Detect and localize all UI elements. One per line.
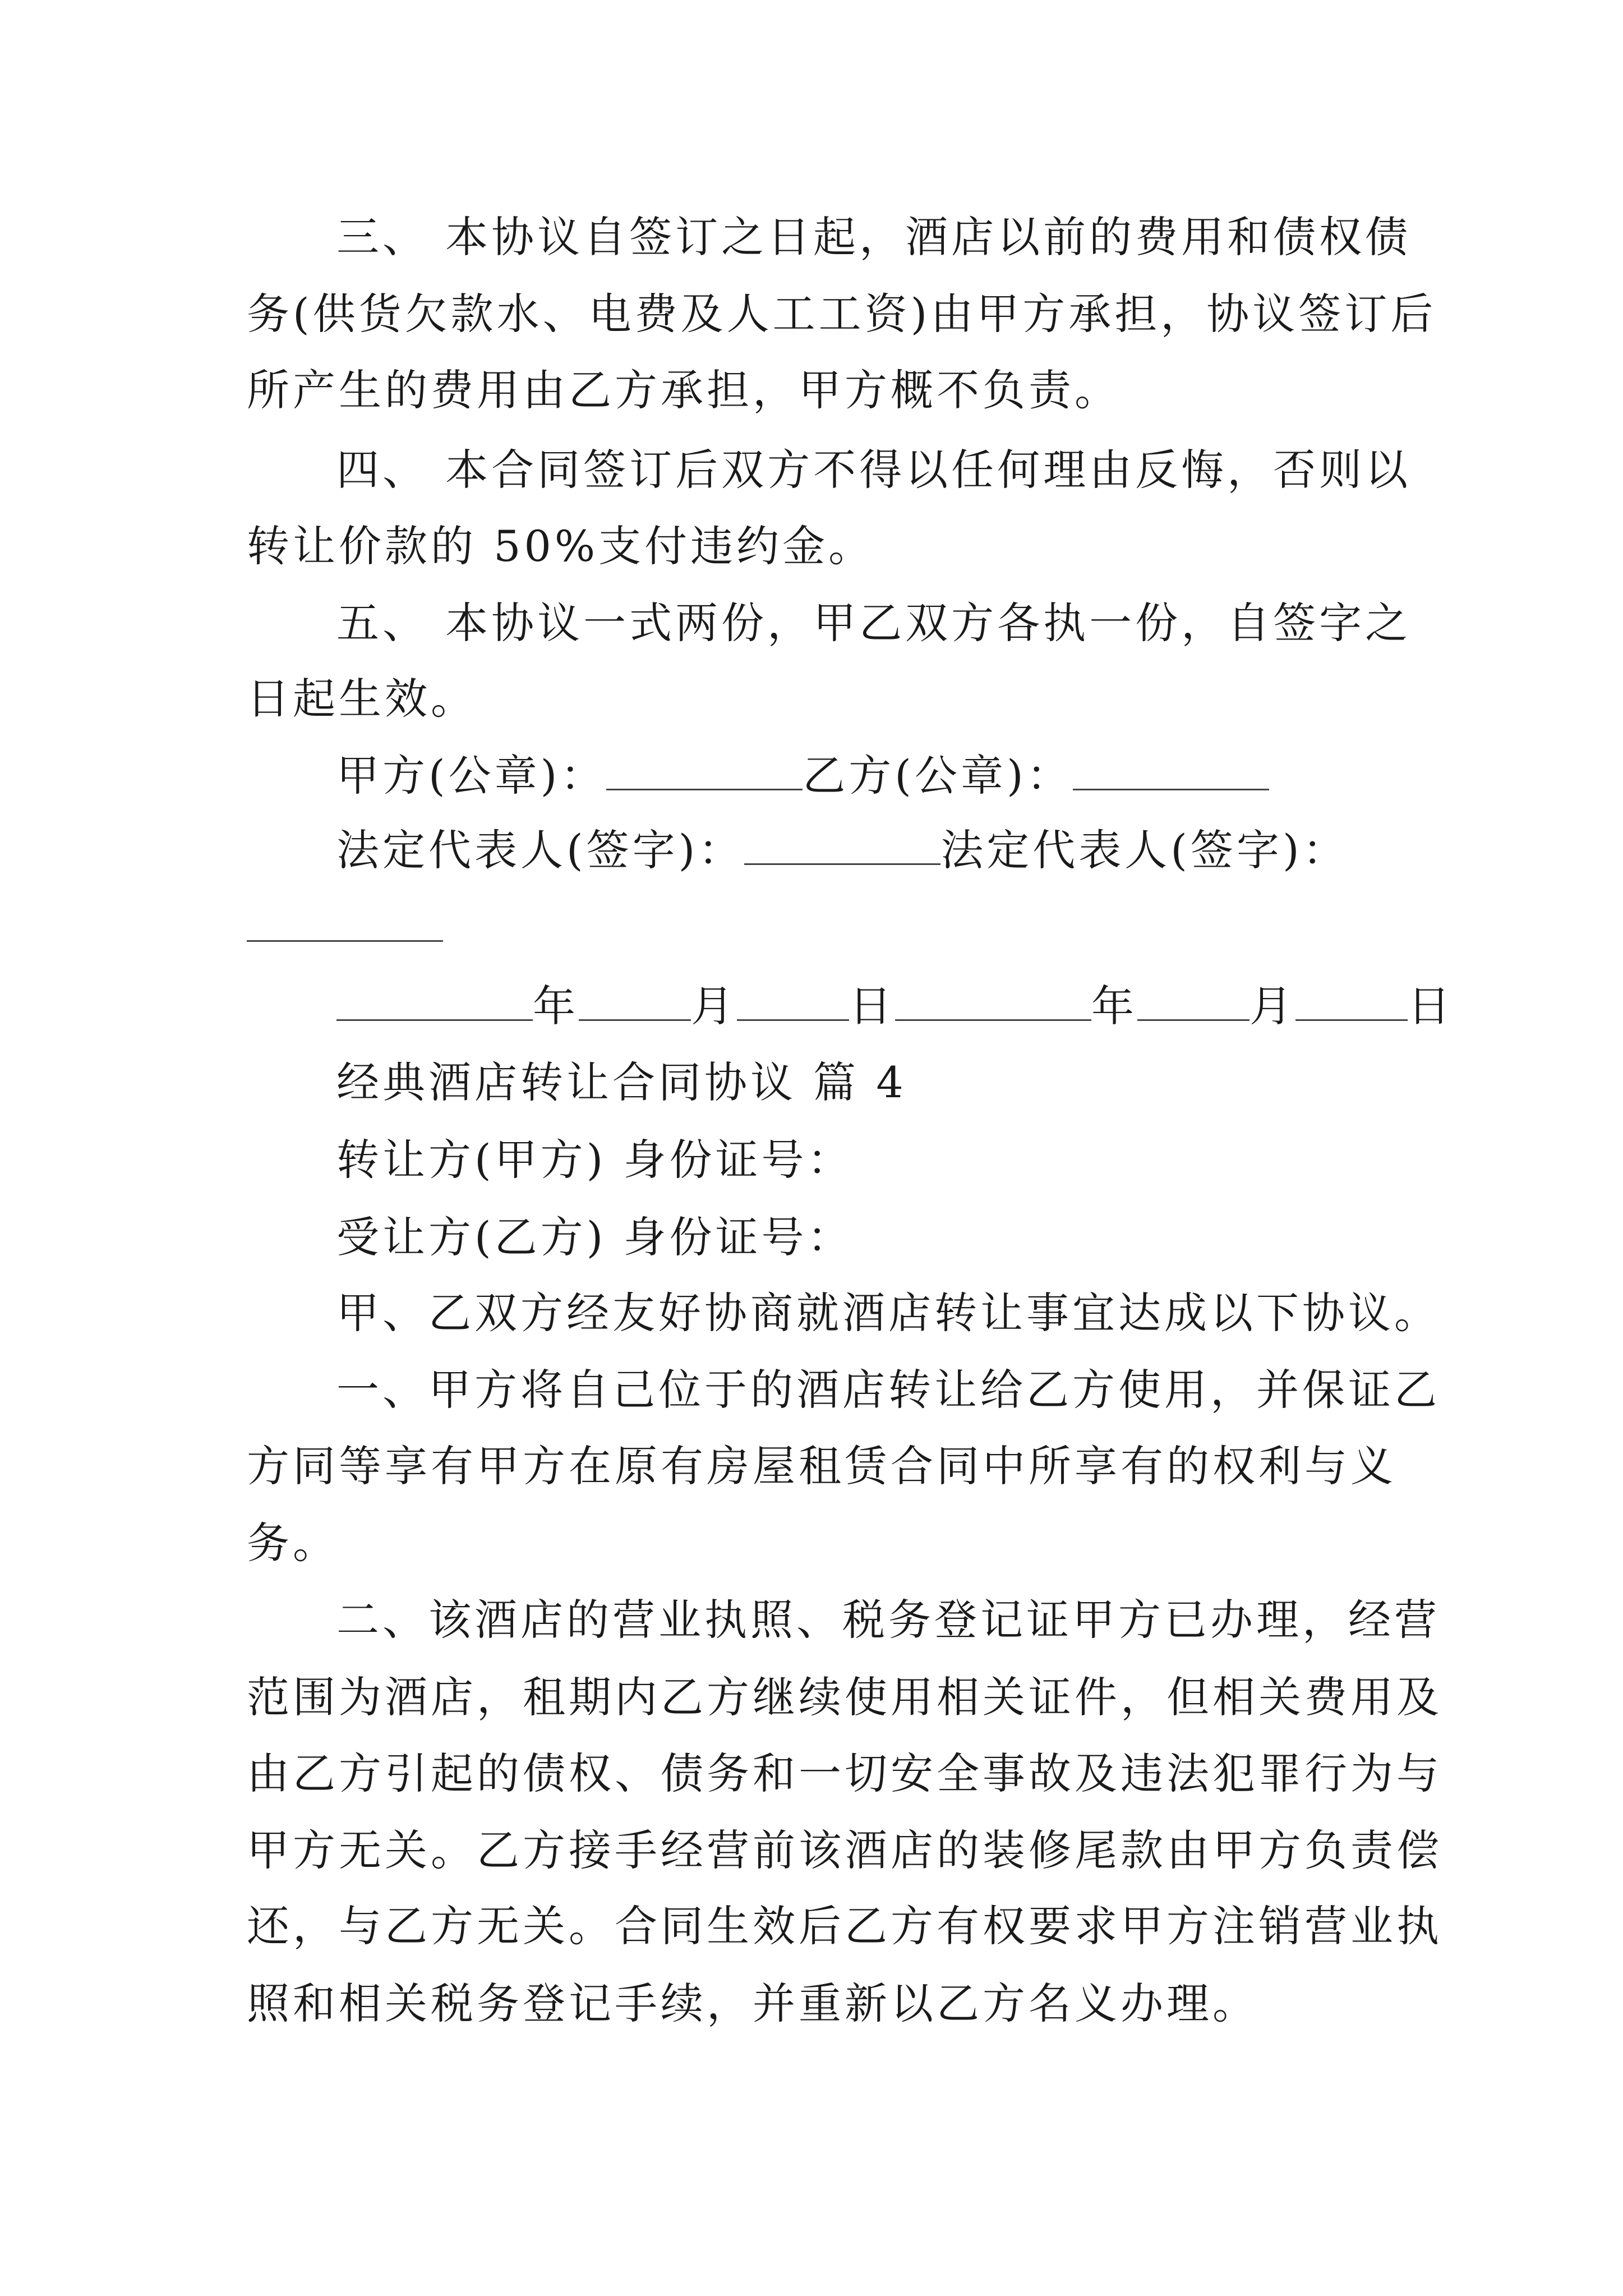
- clause-three-line-1: 三、 本协议自签订之日起，酒店以前的费用和债权债: [336, 212, 1412, 262]
- year-label-a: 年: [533, 981, 579, 1031]
- transferor-line: 转让方(甲方) 身份证号：: [336, 1135, 854, 1185]
- legal-rep-a-label: 法定代表人(签字)：: [336, 825, 745, 875]
- party-b-seal-blank: [1073, 749, 1269, 790]
- legal-rep-b-label: 法定代表人(签字)：: [940, 825, 1349, 875]
- s4-clause-one-line-1: 一、甲方将自己位于的酒店转让给乙方使用，并保证乙: [336, 1365, 1440, 1415]
- s4-clause-two-line-2: 范围为酒店，租期内乙方继续使用相关证件，但相关费用及: [247, 1672, 1442, 1722]
- legal-rep-b-blank: [247, 940, 443, 942]
- transferee-line: 受让方(乙方) 身份证号：: [336, 1212, 854, 1262]
- party-a-seal-blank: [606, 749, 803, 790]
- legal-rep-a-blank: [744, 824, 940, 865]
- year-label-b: 年: [1091, 981, 1137, 1031]
- seal-line: [336, 749, 1269, 803]
- legal-rep-line: [336, 823, 1349, 877]
- clause-three-line-3: 所产生的费用由乙方承担，甲方概不负责。: [247, 365, 1121, 415]
- day-label-b: 日: [1408, 981, 1454, 1031]
- day-blank-b: [1295, 980, 1408, 1021]
- date-line: [336, 979, 1454, 1033]
- intro-line: 甲、乙双方经友好协商就酒店转让事宜达成以下协议。: [336, 1288, 1440, 1338]
- day-blank-a: [737, 980, 849, 1021]
- s4-clause-one-line-3: 务。: [247, 1518, 339, 1568]
- section-4-title: 经典酒店转让合同协议 篇 4: [336, 1057, 907, 1107]
- party-a-seal-label: 甲方(公章)：: [336, 751, 607, 800]
- s4-clause-two-line-6: 照和相关税务登记手续，并重新以乙方名义办理。: [247, 1978, 1258, 2028]
- clause-five-line-2: 日起生效。: [247, 674, 477, 724]
- clause-four-line-1: 四、 本合同签订后双方不得以任何理由反悔，否则以: [336, 445, 1412, 495]
- party-b-seal-label: 乙方(公章)：: [803, 751, 1073, 800]
- clause-five-line-1: 五、 本协议一式两份，甲乙双方各执一份，自签字之: [336, 598, 1412, 648]
- clause-three-line-2: 务(供货欠款水、电费及人工工资)由甲方承担，协议签订后: [247, 289, 1437, 339]
- s4-clause-two-line-1: 二、该酒店的营业执照、税务登记证甲方已办理，经营: [336, 1595, 1440, 1645]
- month-blank-b: [1137, 980, 1249, 1021]
- s4-clause-one-line-2: 方同等享有甲方在原有房屋租赁合同中所享有的权利与义: [247, 1441, 1396, 1491]
- s4-clause-two-line-3: 由乙方引起的债权、债务和一切安全事故及违法犯罪行为与: [247, 1749, 1442, 1798]
- year-blank-a: [336, 980, 533, 1021]
- month-blank-a: [579, 980, 691, 1021]
- year-blank-b: [895, 980, 1091, 1021]
- day-label-a: 日: [849, 981, 895, 1031]
- month-label-b: 月: [1249, 981, 1295, 1031]
- s4-clause-two-line-4: 甲方无关。乙方接手经营前该酒店的装修尾款由甲方负责偿: [247, 1825, 1442, 1875]
- s4-clause-two-line-5: 还，与乙方无关。合同生效后乙方有权要求甲方注销营业执: [247, 1901, 1442, 1951]
- clause-four-line-2: 转让价款的 50%支付违约金。: [247, 521, 875, 571]
- month-label-a: 月: [691, 981, 737, 1031]
